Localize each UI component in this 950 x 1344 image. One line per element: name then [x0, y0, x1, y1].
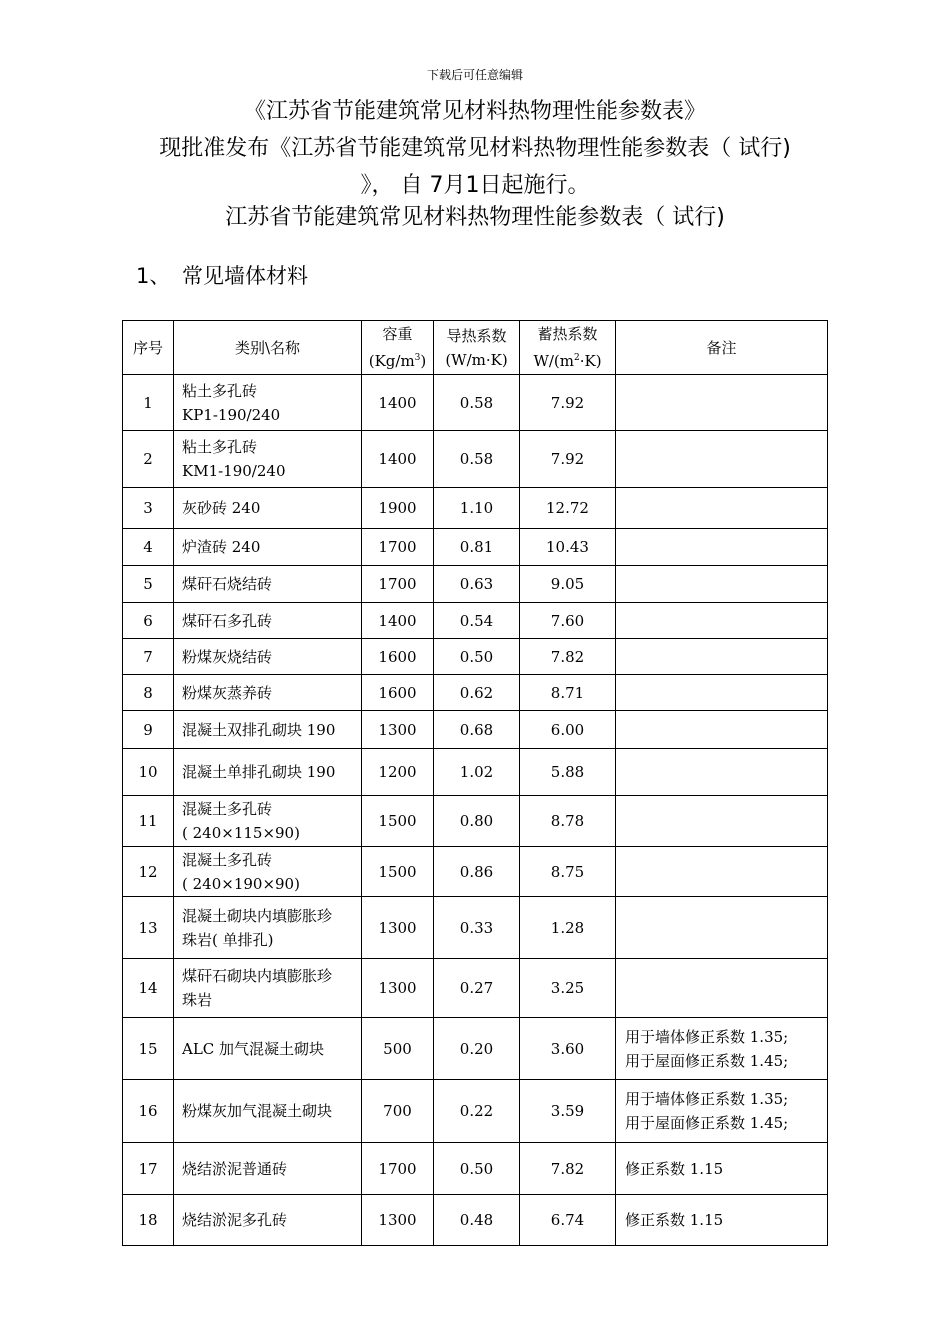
cell-note [616, 639, 828, 675]
cell-note [616, 959, 828, 1018]
table-row [123, 675, 828, 711]
cell-name [174, 566, 362, 603]
cell-density: 1600 [362, 639, 434, 675]
cell-conductivity: 0.68 [434, 711, 520, 749]
cell-heat-storage: 7.82 [520, 1143, 616, 1195]
cell-note [616, 675, 828, 711]
cell-density: 1400 [362, 431, 434, 488]
watermark-text: 下载后可任意编辑 [426, 68, 523, 82]
material-name-line1: 混凝土多孔砖 [182, 800, 273, 818]
header-conductivity-line1: 导热系数 [446, 326, 507, 345]
note-line2: 用于屋面修正系数 1.45; [625, 1051, 789, 1070]
cell-name [174, 711, 362, 749]
table-row [123, 711, 828, 749]
cell-name [174, 796, 362, 847]
material-name-line1: 粉煤灰烧结砖 [182, 647, 273, 666]
cell-heat-storage: 8.78 [520, 796, 616, 847]
cell-density: 1500 [362, 847, 434, 897]
cell-density: 1700 [362, 566, 434, 603]
material-name-line1: 灰砂砖 240 [182, 499, 261, 517]
section-heading [136, 260, 308, 290]
cell-name [174, 749, 362, 796]
header-density [362, 321, 434, 375]
material-name-line1: 混凝土单排孔砌块 190 [182, 763, 336, 781]
header-name: 类别\名称 [174, 321, 362, 375]
cell-heat-storage: 3.60 [520, 1018, 616, 1080]
material-name-line1: 烧结淤泥普通砖 [182, 1159, 288, 1178]
cell-seq: 16 [123, 1080, 174, 1143]
cell-seq: 5 [123, 566, 174, 603]
cell-seq: 18 [123, 1195, 174, 1246]
document-title: 《江苏省节能建筑常见材料热物理性能参数表》 [243, 99, 706, 124]
cell-name [174, 1018, 362, 1080]
cell-density: 1700 [362, 529, 434, 566]
header-note: 备注 [616, 321, 828, 375]
cell-conductivity: 0.54 [434, 603, 520, 639]
table-row [123, 375, 828, 431]
table-row [123, 1080, 828, 1143]
section-number: 1、 [136, 264, 171, 288]
note-line2: 用于屋面修正系数 1.45; [625, 1114, 789, 1132]
note-line1: 修正系数 1.15 [625, 1159, 724, 1178]
cell-name [174, 529, 362, 566]
cell-conductivity: 0.22 [434, 1080, 520, 1143]
note-line1: 用于墙体修正系数 1.35; [625, 1027, 789, 1046]
cell-density: 1400 [362, 603, 434, 639]
cell-heat-storage: 5.88 [520, 749, 616, 796]
cell-heat-storage: 10.43 [520, 529, 616, 566]
announcement-line-1: 现批准发布《江苏省节能建筑常见材料热物理性能参数表（ 试行) [159, 136, 791, 161]
cell-density: 1500 [362, 796, 434, 847]
cell-note [616, 897, 828, 959]
cell-heat-storage: 6.00 [520, 711, 616, 749]
cell-heat-storage: 8.71 [520, 675, 616, 711]
table-row [123, 959, 828, 1018]
cell-conductivity: 0.58 [434, 375, 520, 431]
material-name-line1: 粉煤灰蒸养砖 [182, 683, 273, 702]
material-name-line1: 粘土多孔砖 [182, 381, 258, 400]
cell-name [174, 959, 362, 1018]
cell-conductivity: 0.86 [434, 847, 520, 897]
cell-heat-storage: 12.72 [520, 488, 616, 529]
cell-conductivity: 0.48 [434, 1195, 520, 1246]
cell-density: 1200 [362, 749, 434, 796]
cell-conductivity: 0.58 [434, 431, 520, 488]
cell-seq: 11 [123, 796, 174, 847]
cell-seq: 15 [123, 1018, 174, 1080]
header-heat-storage-line2: $W/(m^2\cdot K)$ [533, 352, 602, 370]
material-name-line2: ( 240×190×90) [182, 874, 300, 893]
cell-conductivity: 0.27 [434, 959, 520, 1018]
note-line1: 用于墙体修正系数 1.35; [625, 1090, 789, 1108]
cell-heat-storage: 3.25 [520, 959, 616, 1018]
cell-conductivity: 0.50 [434, 1143, 520, 1195]
cell-seq: 1 [123, 375, 174, 431]
table-row [123, 1143, 828, 1195]
cell-density: 1400 [362, 375, 434, 431]
table-row [123, 796, 828, 847]
cell-heat-storage: 7.92 [520, 375, 616, 431]
material-name-line2: KP1-190/240 [182, 405, 281, 424]
material-name-line2: 珠岩 [182, 991, 213, 1009]
cell-note [616, 1080, 828, 1143]
material-name-line1: 混凝土双排孔砌块 190 [182, 720, 336, 739]
material-name-line2: 珠岩( 单排孔) [182, 930, 274, 949]
header-conductivity [434, 321, 520, 375]
cell-seq: 13 [123, 897, 174, 959]
cell-density: 1300 [362, 959, 434, 1018]
cell-heat-storage: 6.74 [520, 1195, 616, 1246]
cell-heat-storage: 7.82 [520, 639, 616, 675]
cell-heat-storage: 3.59 [520, 1080, 616, 1143]
cell-name [174, 897, 362, 959]
cell-conductivity: 0.33 [434, 897, 520, 959]
material-name-line1: 混凝土砌块内填膨胀珍 [182, 906, 333, 925]
material-name-line2: KM1-190/240 [182, 462, 286, 480]
cell-note [616, 1143, 828, 1195]
cell-note [616, 603, 828, 639]
cell-name [174, 639, 362, 675]
cell-conductivity: 0.80 [434, 796, 520, 847]
header-heat-storage-line1: 蓄热系数 [537, 325, 598, 343]
header-density-line1: 容重 [382, 325, 413, 343]
material-name-line1: 粉煤灰加气混凝土砌块 [182, 1102, 333, 1120]
cell-conductivity: 1.10 [434, 488, 520, 529]
cell-density: 500 [362, 1018, 434, 1080]
cell-conductivity: 0.20 [434, 1018, 520, 1080]
cell-name [174, 675, 362, 711]
materials-table [122, 320, 828, 1246]
table-row [123, 847, 828, 897]
cell-seq: 9 [123, 711, 174, 749]
cell-name [174, 847, 362, 897]
material-name-line1: 煤矸石砌块内填膨胀珍 [182, 967, 333, 985]
cell-name [174, 1143, 362, 1195]
material-name-line1: 煤矸石烧结砖 [182, 575, 273, 593]
cell-note [616, 796, 828, 847]
table-row [123, 1018, 828, 1080]
table-row [123, 488, 828, 529]
material-name-line1: 煤矸石多孔砖 [182, 611, 273, 630]
cell-density: 1300 [362, 711, 434, 749]
cell-heat-storage: 9.05 [520, 566, 616, 603]
header-seq: 序号 [123, 321, 174, 375]
section-title: 常见墙体材料 [182, 264, 308, 288]
cell-heat-storage: 7.92 [520, 431, 616, 488]
cell-conductivity: 0.63 [434, 566, 520, 603]
cell-name [174, 603, 362, 639]
table-row [123, 897, 828, 959]
material-name-line1: 炉渣砖 240 [182, 538, 261, 556]
cell-name [174, 375, 362, 431]
material-name-line1: ALC 加气混凝土砌块 [182, 1039, 325, 1058]
material-name-line1: 混凝土多孔砖 [182, 850, 273, 869]
cell-note [616, 529, 828, 566]
cell-seq: 10 [123, 749, 174, 796]
cell-seq: 7 [123, 639, 174, 675]
cell-density: 1700 [362, 1143, 434, 1195]
cell-conductivity: 0.81 [434, 529, 520, 566]
table-header-row [123, 321, 828, 375]
cell-seq: 4 [123, 529, 174, 566]
cell-density: 1900 [362, 488, 434, 529]
cell-note [616, 1195, 828, 1246]
cell-seq: 3 [123, 488, 174, 529]
table-row [123, 431, 828, 488]
cell-name [174, 431, 362, 488]
cell-note [616, 488, 828, 529]
material-name-line2: ( 240×115×90) [182, 824, 300, 842]
cell-seq: 12 [123, 847, 174, 897]
cell-note [616, 431, 828, 488]
cell-density: 700 [362, 1080, 434, 1143]
table-row [123, 603, 828, 639]
cell-note [616, 749, 828, 796]
header-conductivity-line2: (W/m·K) [445, 350, 508, 369]
cell-seq: 14 [123, 959, 174, 1018]
cell-name [174, 1080, 362, 1143]
cell-conductivity: 0.62 [434, 675, 520, 711]
cell-conductivity: 1.02 [434, 749, 520, 796]
cell-note [616, 375, 828, 431]
material-name-line1: 粘土多孔砖 [182, 438, 258, 456]
table-row [123, 749, 828, 796]
cell-seq: 17 [123, 1143, 174, 1195]
cell-name [174, 488, 362, 529]
note-line1: 修正系数 1.15 [625, 1211, 724, 1229]
cell-seq: 8 [123, 675, 174, 711]
cell-heat-storage: 7.60 [520, 603, 616, 639]
material-name-line1: 烧结淤泥多孔砖 [182, 1211, 288, 1229]
cell-note [616, 711, 828, 749]
cell-density: 1300 [362, 1195, 434, 1246]
announcement-line-2: 》， 自 7月1日起施行。 [360, 173, 590, 198]
table-row [123, 1195, 828, 1246]
table-row [123, 566, 828, 603]
table-title: 江苏省节能建筑常见材料热物理性能参数表（ 试行) [225, 205, 725, 230]
header-heat-storage [520, 321, 616, 375]
cell-note [616, 566, 828, 603]
cell-heat-storage: 8.75 [520, 847, 616, 897]
cell-seq: 6 [123, 603, 174, 639]
cell-note [616, 847, 828, 897]
table-row [123, 639, 828, 675]
cell-density: 1300 [362, 897, 434, 959]
cell-density: 1600 [362, 675, 434, 711]
cell-conductivity: 0.50 [434, 639, 520, 675]
cell-name [174, 1195, 362, 1246]
table-row [123, 529, 828, 566]
header-density-line2: $(Kg/m^3)$ [368, 352, 427, 370]
cell-seq: 2 [123, 431, 174, 488]
cell-note [616, 1018, 828, 1080]
cell-heat-storage: 1.28 [520, 897, 616, 959]
